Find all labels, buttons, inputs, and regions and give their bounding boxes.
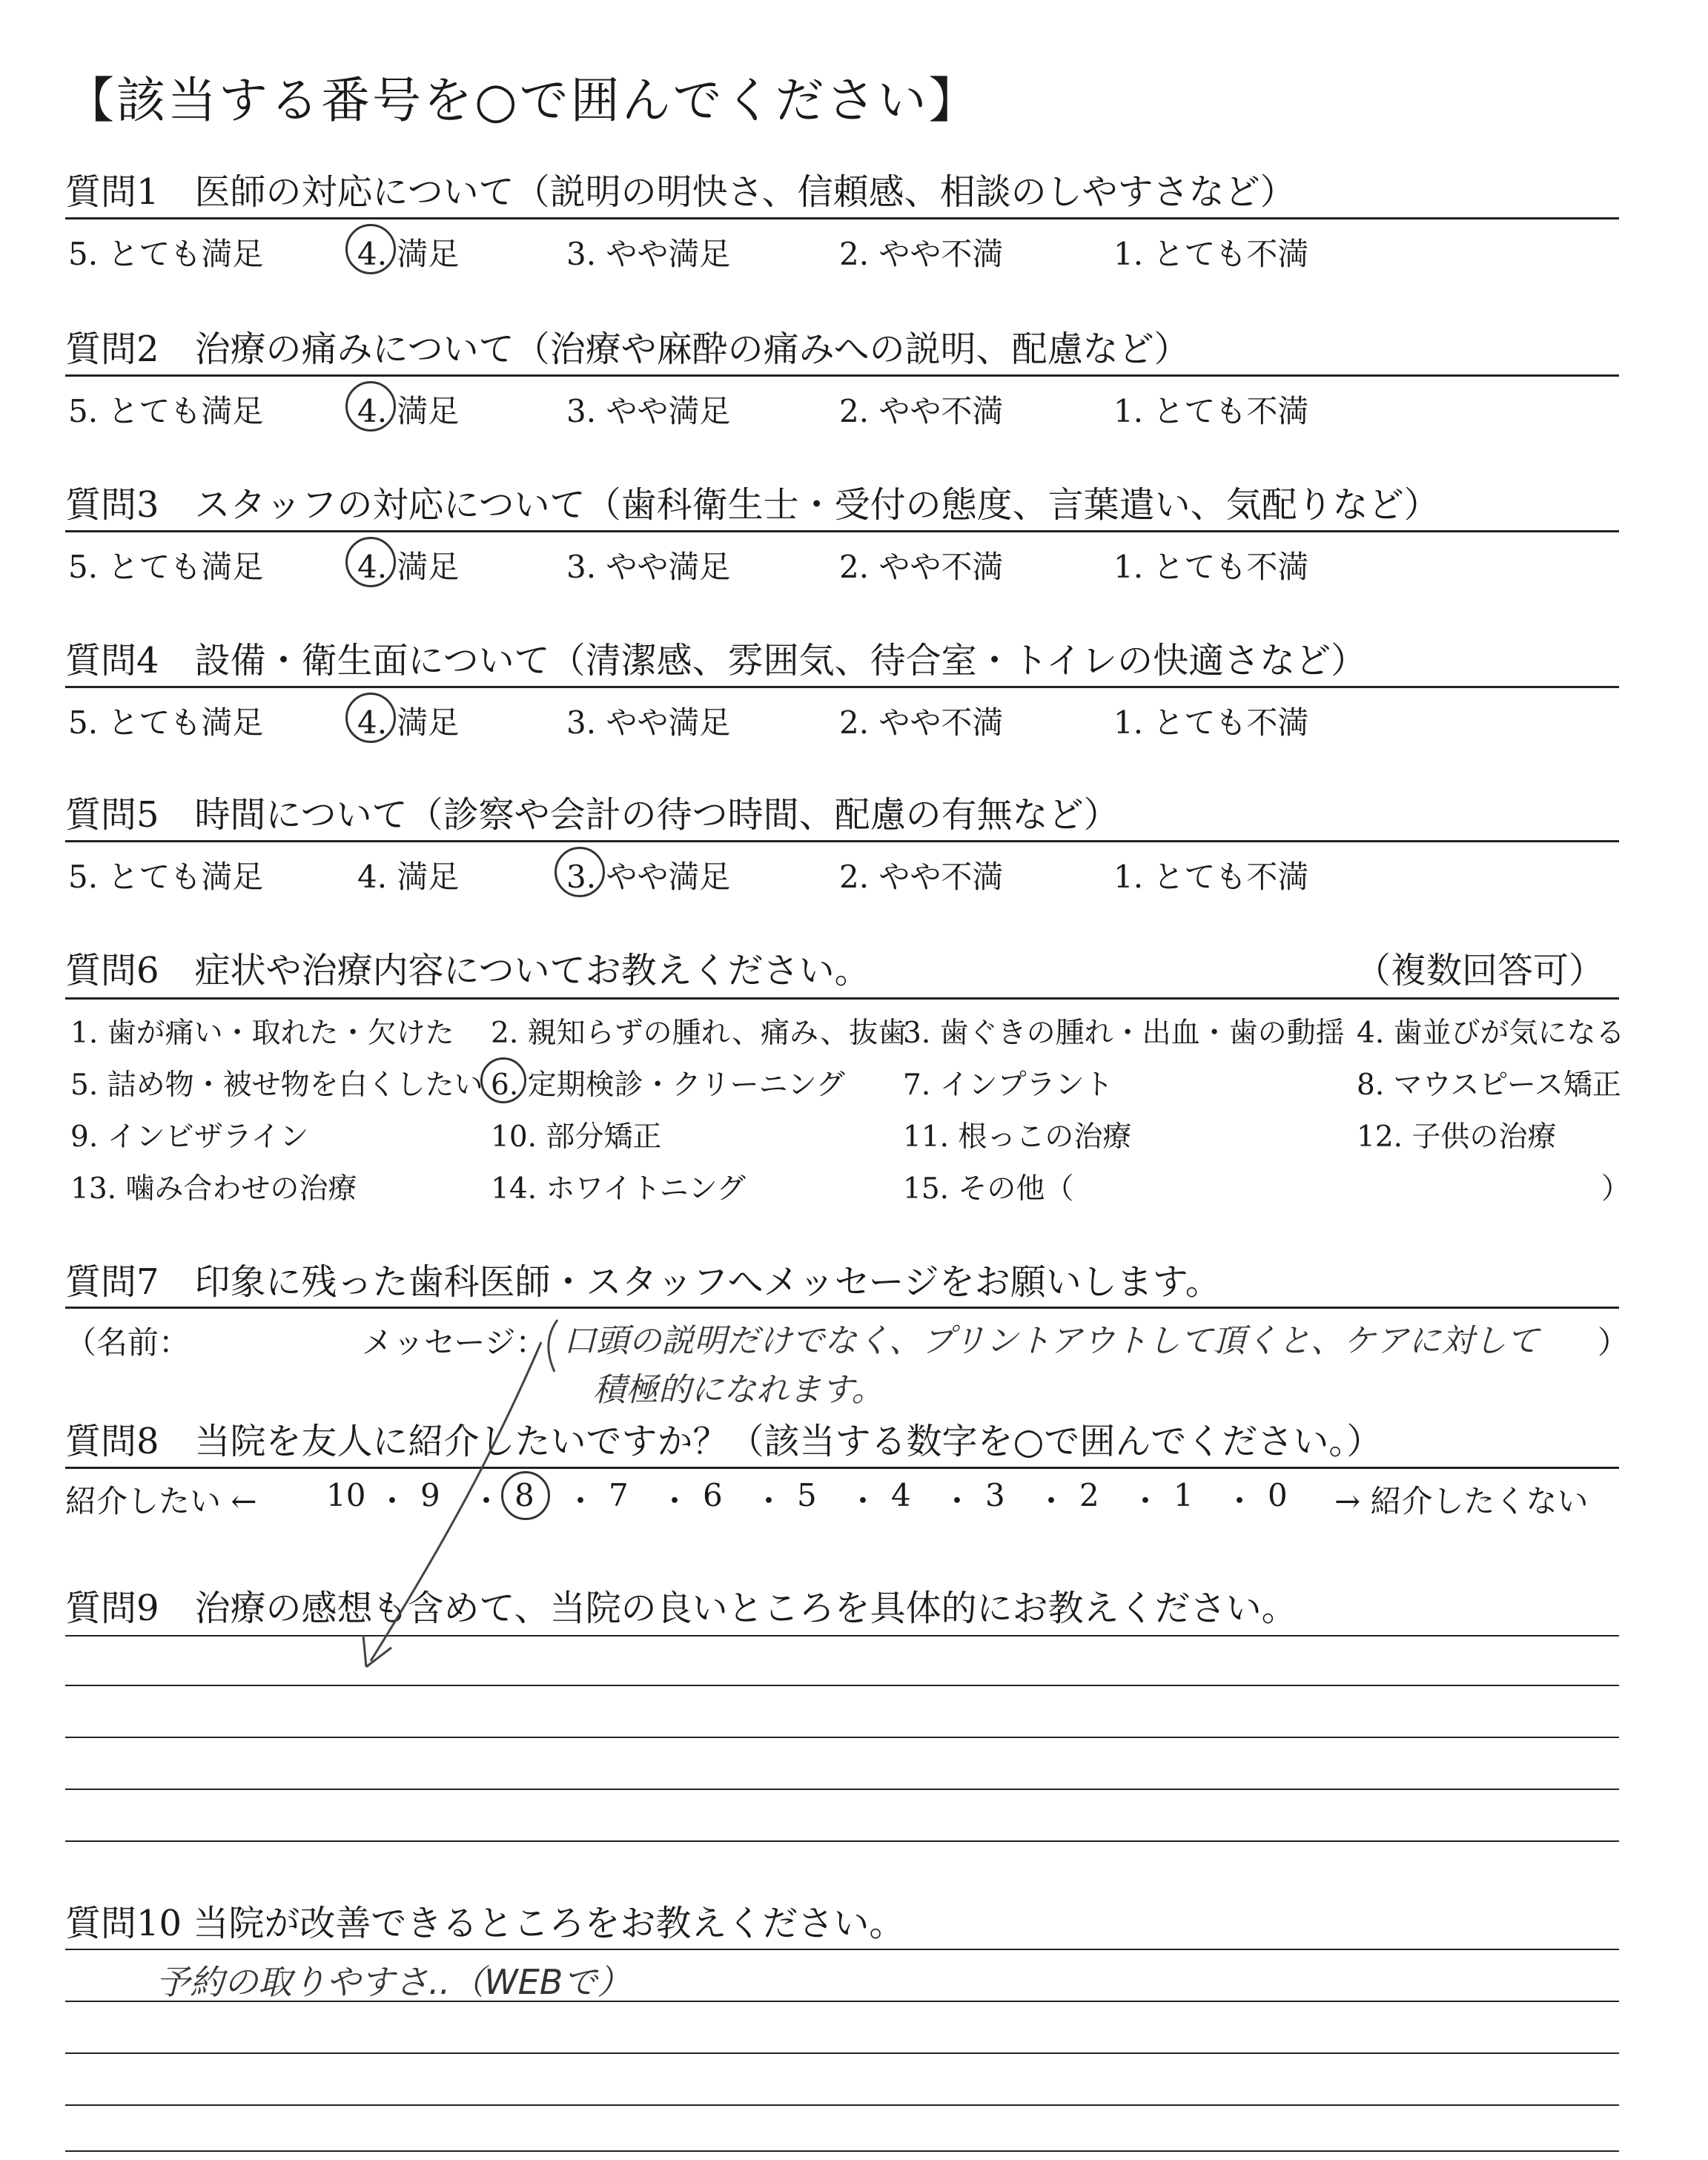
q8-left-label: 紹介したい ← — [65, 1483, 257, 1519]
q8-scale-separator: ・ — [941, 1483, 973, 1519]
q4-label: 質問4 設備・衛生面について（清潔感、雰囲気、待合室・トイレの快適さなど） — [65, 640, 1367, 681]
q7-message-line2: 積極的になれます。 — [593, 1371, 884, 1409]
q1-option[interactable]: 2. やや不満 — [839, 236, 1004, 272]
q6-option[interactable]: 4. 歯並びが気になる — [1357, 1017, 1625, 1050]
q4-option[interactable]: 5. とても満足 — [68, 704, 264, 741]
q1-label: 質問1 医師の対応について（説明の明快さ、信頼感、相談のしやすさなど） — [65, 171, 1296, 213]
q10-label: 質問10 当院が改善できるところをお教えください。 — [65, 1903, 905, 1944]
q2-option[interactable]: 4. 満足 — [357, 393, 460, 429]
q8-scale-value[interactable]: 4 — [891, 1477, 911, 1513]
q3-option[interactable]: 4. 満足 — [357, 549, 460, 585]
q10-answer: 予約の取りやすさ..（WEBで） — [156, 1962, 632, 2002]
q6-option[interactable]: 2. 親知らずの腫れ、痛み、抜歯 — [491, 1017, 907, 1050]
q8-scale-value[interactable]: 1 — [1174, 1477, 1194, 1513]
q2-option[interactable]: 1. とても不満 — [1113, 393, 1309, 429]
q4-option[interactable]: 3. やや満足 — [566, 704, 731, 741]
q6-option[interactable]: 3. 歯ぐきの腫れ・出血・歯の動揺 — [903, 1017, 1345, 1050]
q7-message-label: メッセージ： — [362, 1324, 547, 1361]
q6-option[interactable]: 1. 歯が痛い・取れた・欠けた — [70, 1017, 454, 1050]
page-title: 【該当する番号を○で囲んでください】 — [65, 72, 980, 129]
q2-option[interactable]: 3. やや満足 — [566, 393, 731, 429]
q4-option[interactable]: 2. やや不満 — [839, 704, 1004, 741]
q6-option[interactable]: 14. ホワイトニング — [491, 1172, 746, 1206]
q8-scale-value[interactable]: 7 — [609, 1477, 629, 1513]
q8-scale-separator: ・ — [1130, 1483, 1162, 1519]
q7-message-line1: 口頭の説明だけでなく、プリントアウトして頂くと、ケアに対して — [563, 1322, 1540, 1360]
q8-scale-value[interactable]: 5 — [797, 1477, 817, 1513]
q6-option[interactable]: 15. その他（ — [903, 1172, 1074, 1206]
q2-option[interactable]: 2. やや不満 — [839, 393, 1004, 429]
q8-scale-separator: ・ — [565, 1483, 597, 1519]
q2-option[interactable]: 5. とても満足 — [68, 393, 264, 429]
q6-option[interactable]: 7. インプラント — [903, 1069, 1113, 1102]
q4-option[interactable]: 1. とても不満 — [1113, 704, 1309, 741]
q6-option: ） — [1601, 1172, 1631, 1206]
q9-label: 質問9 治療の感想も含めて、当院の良いところを具体的にお教えください。 — [65, 1588, 1297, 1629]
q7-name-label: （名前： — [65, 1324, 191, 1361]
q8-scale-value[interactable]: 10 — [326, 1477, 366, 1513]
q8-scale-separator: ・ — [377, 1483, 408, 1519]
q5-option[interactable]: 4. 満足 — [357, 859, 460, 895]
q8-scale-separator: ・ — [753, 1483, 785, 1519]
q1-option[interactable]: 1. とても不満 — [1113, 236, 1309, 272]
q5-label: 質問5 時間について（診察や会計の待つ時間、配慮の有無など） — [65, 794, 1119, 836]
q1-option[interactable]: 4. 満足 — [357, 236, 460, 272]
q6-option[interactable]: 8. マウスピース矯正 — [1357, 1069, 1621, 1102]
q3-option[interactable]: 2. やや不満 — [839, 549, 1004, 585]
q3-option[interactable]: 3. やや満足 — [566, 549, 731, 585]
q8-scale-value[interactable]: 2 — [1079, 1477, 1099, 1513]
q8-scale-separator: ・ — [1224, 1483, 1256, 1519]
q6-option[interactable]: 11. 根っこの治療 — [903, 1120, 1132, 1154]
q8-right-label: → 紹介したくない — [1334, 1483, 1589, 1519]
q6-option[interactable]: 12. 子供の治療 — [1357, 1120, 1557, 1154]
q8-scale-value[interactable]: 3 — [985, 1477, 1005, 1513]
q3-label: 質問3 スタッフの対応について（歯科衛生士・受付の態度、言葉遣い、気配りなど） — [65, 484, 1440, 526]
q3-option[interactable]: 1. とても不満 — [1113, 549, 1309, 585]
q8-label: 質問8 当院を友人に紹介したいですか？（該当する数字を○で囲んでください。） — [65, 1421, 1383, 1462]
q6-label: 質問6 症状や治療内容についてお教えください。 — [65, 950, 870, 991]
q6-note: （複数回答可） — [1355, 950, 1605, 991]
q8-scale-value[interactable]: 8 — [514, 1477, 534, 1513]
q3-option[interactable]: 5. とても満足 — [68, 549, 264, 585]
q1-option[interactable]: 3. やや満足 — [566, 236, 731, 272]
q5-option[interactable]: 3. やや満足 — [566, 859, 731, 895]
q8-scale-separator: ・ — [847, 1483, 879, 1519]
q5-option[interactable]: 5. とても満足 — [68, 859, 264, 895]
q6-option[interactable]: 9. インビザライン — [70, 1120, 309, 1154]
q8-scale-separator: ・ — [471, 1483, 503, 1519]
q6-option[interactable]: 13. 噛み合わせの治療 — [70, 1172, 357, 1206]
q6-option[interactable]: 5. 詰め物・被せ物を白くしたい — [70, 1069, 483, 1102]
q8-scale-value[interactable]: 9 — [420, 1477, 440, 1513]
q5-option[interactable]: 2. やや不満 — [839, 859, 1004, 895]
q8-scale-value[interactable]: 6 — [703, 1477, 723, 1513]
q5-option[interactable]: 1. とても不満 — [1113, 859, 1309, 895]
q1-option[interactable]: 5. とても満足 — [68, 236, 264, 272]
q8-scale-value[interactable]: 0 — [1268, 1477, 1288, 1513]
q8-scale-separator: ・ — [1036, 1483, 1068, 1519]
q7-close-paren: ） — [1598, 1324, 1629, 1361]
q4-option[interactable]: 4. 満足 — [357, 704, 460, 741]
q8-scale-separator: ・ — [659, 1483, 691, 1519]
q6-option[interactable]: 10. 部分矯正 — [491, 1120, 662, 1154]
q2-label: 質問2 治療の痛みについて（治療や麻酔の痛みへの説明、配慮など） — [65, 328, 1190, 370]
q6-option[interactable]: 6. 定期検診・クリーニング — [491, 1069, 845, 1102]
q7-label: 質問7 印象に残った歯科医師・スタッフへメッセージをお願いします。 — [65, 1261, 1221, 1303]
